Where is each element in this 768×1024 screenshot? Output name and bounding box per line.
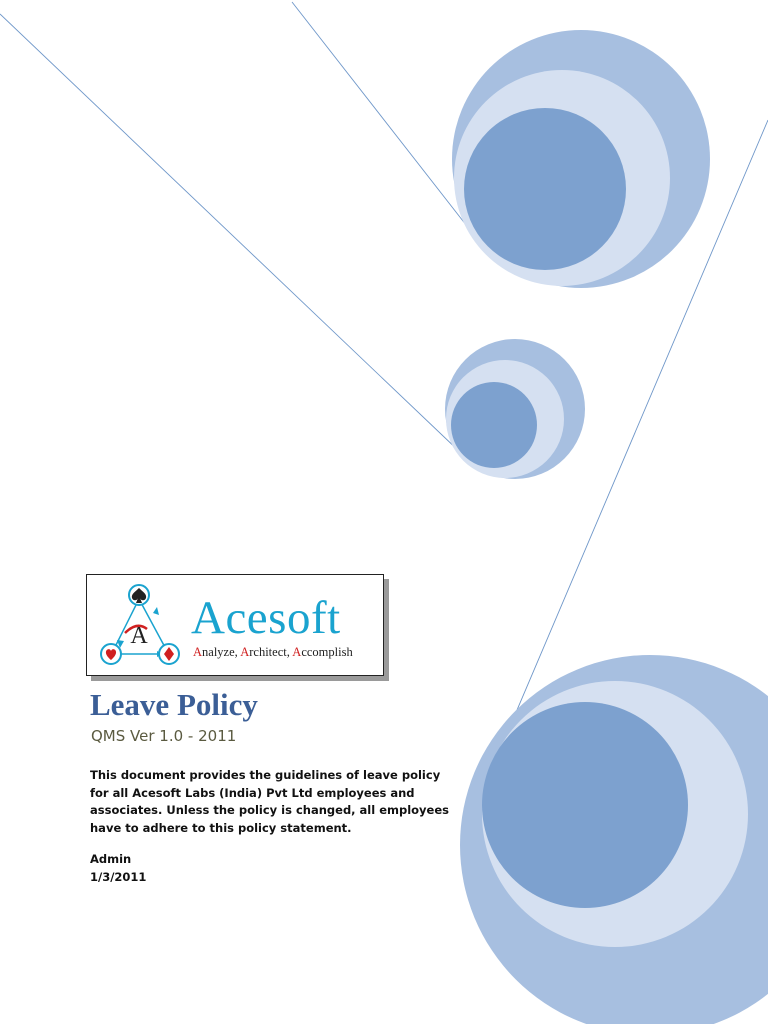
document-subtitle: QMS Ver 1.0 - 2011: [91, 727, 237, 745]
decor-circle-small: [445, 339, 585, 479]
logo-mark-icon: [95, 581, 183, 669]
document-abstract: This document provides the guidelines of leave policy for all Acesoft Labs (India) Pvt Ltd employees and associates. Unless the policy is changed, all employees have to adhere to this policy statement.: [90, 768, 449, 835]
decor-circle-large-top: [452, 30, 710, 288]
document-author: Admin: [90, 852, 132, 866]
logo-mark-letter: A: [130, 623, 148, 649]
document-title: Leave Policy: [90, 687, 258, 722]
document-date: 1/3/2011: [90, 870, 147, 884]
company-logo: [86, 574, 384, 676]
logo-wordmark: Acesoft: [191, 592, 341, 644]
decor-circle-large-bottom: [460, 655, 768, 1024]
decor-line-1: [0, 14, 462, 454]
decor-line-2: [292, 2, 470, 230]
logo-tagline: Analyze, Architect, Accomplish: [193, 645, 353, 659]
